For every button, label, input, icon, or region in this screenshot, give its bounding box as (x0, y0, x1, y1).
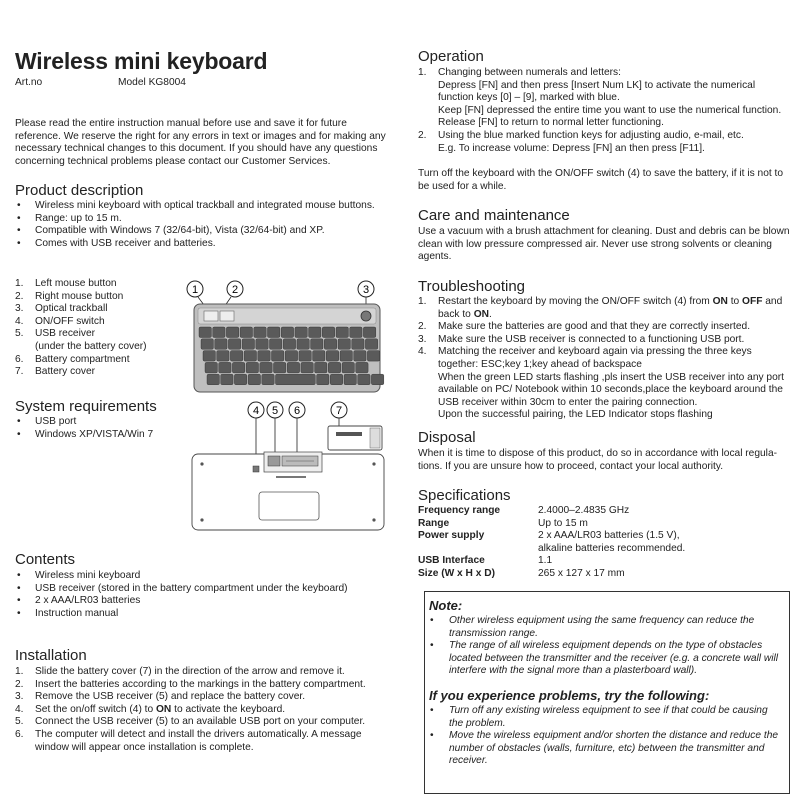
svg-text:7: 7 (335, 405, 343, 417)
system-requirements-heading: System requirements (15, 398, 157, 415)
keyboard-key (205, 362, 217, 373)
list-item: • USB receiver (stored in the battery compartment under the keyboard) (17, 582, 348, 594)
spec-label: Size (W x H x D) (418, 567, 495, 579)
keyboard-key (276, 374, 316, 385)
right-mouse-button (220, 311, 234, 321)
keyboard-key (230, 351, 242, 362)
keyboard-key (274, 362, 286, 373)
operation-list (418, 67, 790, 155)
keyboard-key (322, 327, 334, 338)
list-item: 5. USB receiver (15, 328, 96, 340)
spec-label: USB Interface (418, 555, 485, 567)
svg-text:6: 6 (293, 405, 301, 417)
keyboard-key (203, 351, 215, 362)
list-item: • Compatible with Windows 7 (32/64-bit), Vista (32/64-bit) and XP. (17, 225, 325, 237)
installation-heading: Installation (15, 647, 87, 664)
keyboard-key (217, 351, 229, 362)
left-mouse-button (204, 311, 218, 321)
list-item: • Wireless mini keyboard (17, 570, 141, 581)
list-item: 4. Matching the receiver and keyboard again via pressing the three keys together: ESC;key 1;key ahead of backspace When the green LED starts flashing ,pls insert the USB receiver into any port available on PC/ Notebook within 10 seconds,place the keyboard around the USB receiver within 30cm to enter the pairing connection. Upon the successful pairing, the LED Indicator stops flashing (418, 346, 784, 421)
problems-list (425, 705, 789, 768)
on-off-switch (253, 466, 259, 472)
list-item: • 2 x AAA/LR03 batteries (17, 595, 141, 607)
keyboard-key (371, 374, 383, 385)
contents-heading: Contents (15, 551, 76, 568)
keyboard-key (358, 374, 370, 385)
keyboard-key (270, 339, 282, 350)
keyboard-key (232, 362, 244, 373)
product-description-list (15, 200, 395, 250)
page-title: Wireless mini keyboard (15, 48, 268, 74)
list-item: • Wireless mini keyboard with optical trackball and integrated mouse buttons. (17, 200, 375, 211)
keyboard-key (287, 362, 299, 373)
list-item: • Other wireless equipment using the same frequency can reduce the transmission range. (430, 615, 755, 639)
list-item: 4. Set the on/off switch (4) to ON to activate the keyboard. (15, 703, 286, 715)
keyboard-key (336, 327, 348, 338)
keyboard-key (354, 351, 366, 362)
list-item: 7. Battery cover (15, 366, 96, 378)
trackball-icon (361, 311, 371, 321)
keyboard-key (367, 351, 379, 362)
product-description-heading: Product description (15, 182, 144, 199)
keyboard-key (311, 339, 323, 350)
keyboard-key (352, 339, 364, 350)
keyboard-key (295, 327, 307, 338)
troubleshooting-list (418, 296, 790, 422)
keyboard-key (219, 362, 231, 373)
keyboard-key (221, 374, 233, 385)
note-box (424, 591, 790, 794)
keyboard-key (260, 362, 272, 373)
list-item: • Comes with USB receiver and batteries. (17, 237, 216, 249)
keyboard-key (301, 362, 313, 373)
spec-label: Range (418, 517, 450, 529)
problems-heading: If you experience problems, try the following: (429, 687, 710, 703)
operation-note: Turn off the keyboard with the ON/OFF switch (4) to save the battery, if it is not to be used for a while. (418, 168, 784, 192)
keyboard-key (242, 339, 254, 350)
art-no-label: Art.no (15, 77, 43, 88)
spec-value: 2 x AAA/LR03 batteries (1.5 V), (538, 530, 680, 542)
svg-text:5: 5 (271, 405, 279, 417)
keyboard-key (299, 351, 311, 362)
contents-list (15, 570, 395, 620)
list-item: 1. Restart the keyboard by moving the ON/OFF switch (4) from ON to OFF and back to ON. (418, 296, 783, 320)
keyboard-key (201, 339, 213, 350)
troubleshooting-heading: Troubleshooting (418, 278, 526, 295)
svg-text:4: 4 (252, 405, 260, 417)
keyboard-key (356, 362, 368, 373)
keyboard-key (262, 374, 274, 385)
keyboard-key (228, 339, 240, 350)
spec-label: Frequency range (418, 505, 501, 516)
spec-value: Up to 15 m (538, 517, 588, 529)
keyboard-key (324, 339, 336, 350)
spec-label (418, 543, 538, 556)
keyboard-key (215, 339, 227, 350)
list-item: • Instruction manual (17, 607, 119, 619)
keyboard-key (258, 351, 270, 362)
note-heading: Note: (429, 598, 463, 613)
list-item: • USB port (17, 416, 77, 427)
keyboard-key (283, 339, 295, 350)
list-item: 2. Using the blue marked function keys for adjusting audio, e-mail, etc. E.g. To increase volume: Depress [FN] an then press [F11]. (418, 129, 744, 154)
keyboard-key (309, 327, 321, 338)
keyboard-key (365, 339, 377, 350)
list-item: • The range of all wireless equipment depends on the type of obstacles located between the transmitter and the receiver (e.g. a concrete wall will interfere with the signal more than a plasterboard wall). (430, 640, 778, 677)
keyboard-key (281, 327, 293, 338)
system-requirements-list (15, 416, 185, 441)
list-item: (under the battery cover) (35, 340, 147, 352)
list-item: • Move the wireless equipment and/or shorten the distance and reduce the number of obstacles (walls, furniture, etc) between the transmitter and receiver. (430, 730, 779, 767)
keyboard-key (338, 339, 350, 350)
spec-label: Power supply (418, 530, 485, 542)
keyboard-key (344, 374, 356, 385)
keyboard-key (326, 351, 338, 362)
list-item: 5. Connect the USB receiver (5) to an available USB port on your computer. (15, 716, 366, 728)
keyboard-key (226, 327, 238, 338)
care-text: Use a vacuum with a brush attachment for cleaning. Dust and debris can be blown clean with low pressure compressed air. Never use strong solvents or cleaning agents. (418, 226, 790, 263)
list-item: 2. Make sure the batteries are good and that they are correctly inserted. (418, 321, 751, 333)
intro-text: Please read the entire instruction manual before use and save it for future reference. We reserve the right for any errors in text or images and for making any necessary technical changes to this document. If you should have any questions concerning technical problems please contact our Customer Services. (15, 118, 386, 167)
keyboard-key (363, 327, 375, 338)
callout-7 (331, 402, 347, 426)
spec-value: alkaline batteries recommended. (538, 542, 686, 554)
keyboard-key (342, 362, 354, 373)
keyboard-key (297, 339, 309, 350)
list-item: • Windows XP/VISTA/Win 7 (17, 428, 154, 440)
keyboard-key (248, 374, 260, 385)
key-grid (199, 327, 384, 385)
keyboard-diagram (186, 276, 396, 532)
keyboard-key (272, 351, 284, 362)
installation-list (15, 666, 395, 754)
list-item: 3. Optical trackball (15, 303, 108, 315)
keyboard-key (328, 362, 340, 373)
list-item: 3. Remove the USB receiver (5) and replace the battery cover. (15, 691, 306, 703)
keyboard-key (350, 327, 362, 338)
model-line (15, 77, 395, 90)
keyboard-key (213, 327, 225, 338)
keyboard-key (285, 351, 297, 362)
operation-heading: Operation (418, 48, 484, 65)
list-item: 2. Right mouse button (15, 290, 124, 302)
spec-value: 265 x 127 x 17 mm (538, 567, 625, 579)
list-item: • Range: up to 15 m. (17, 212, 122, 224)
list-item: 1. Changing between numerals and letters: Depress [FN] and then press [Insert Num LK] to activate the numerical function keys [0] – [9], marked with blue. Keep [FN] depressed the entire time you want to use the numerical function. Release [FN] to return to normal letter functioning. (418, 67, 782, 129)
list-item: • Turn off any existing wireless equipment to see if that could be causing the problem. (430, 704, 768, 729)
keyboard-key (240, 327, 252, 338)
list-item: 4. ON/OFF switch (15, 315, 105, 327)
callout-5 (267, 402, 283, 454)
list-item: 6. Battery compartment (15, 353, 130, 365)
keyboard-key (317, 374, 329, 385)
svg-text:3: 3 (362, 284, 370, 296)
parts-list (15, 278, 195, 379)
svg-text:1: 1 (191, 284, 199, 296)
keyboard-key (207, 374, 219, 385)
specifications-table (418, 505, 790, 581)
list-item: 1. Left mouse button (15, 278, 117, 289)
spec-value: 1.1 (538, 555, 553, 567)
keyboard-key (340, 351, 352, 362)
keyboard-key (268, 327, 280, 338)
disposal-heading: Disposal (418, 429, 476, 446)
model-label: Model KG8004 (118, 77, 186, 88)
keyboard-key (246, 362, 258, 373)
keyboard-key (330, 374, 342, 385)
keyboard-key (199, 327, 211, 338)
keyboard-key (256, 339, 268, 350)
list-item: 3. Make sure the USB receiver is connected to a functioning USB port. (418, 333, 745, 345)
usb-receiver (268, 456, 280, 466)
callout-6 (289, 402, 305, 452)
disposal-text: When it is time to dispose of this product, do so in accordance with local regula-tions. If you are unsure how to proceed, contact your local authority. (418, 448, 778, 472)
keyboard-key (254, 327, 266, 338)
note-list (425, 615, 789, 678)
specifications-heading: Specifications (418, 487, 511, 504)
care-heading: Care and maintenance (418, 207, 570, 224)
keyboard-key (244, 351, 256, 362)
keyboard-key (315, 362, 327, 373)
svg-text:2: 2 (231, 284, 239, 296)
keyboard-key (234, 374, 246, 385)
list-item: 2. Insert the batteries according to the markings in the battery compartment. (15, 678, 366, 690)
list-item: 1. Slide the battery cover (7) in the direction of the arrow and remove it. (15, 666, 345, 677)
list-item: 6. The computer will detect and install the drivers automatically. A message window will appear once installation is complete. (15, 728, 362, 753)
keyboard-key (313, 351, 325, 362)
spec-value: 2.4000–2.4835 GHz (538, 505, 630, 516)
